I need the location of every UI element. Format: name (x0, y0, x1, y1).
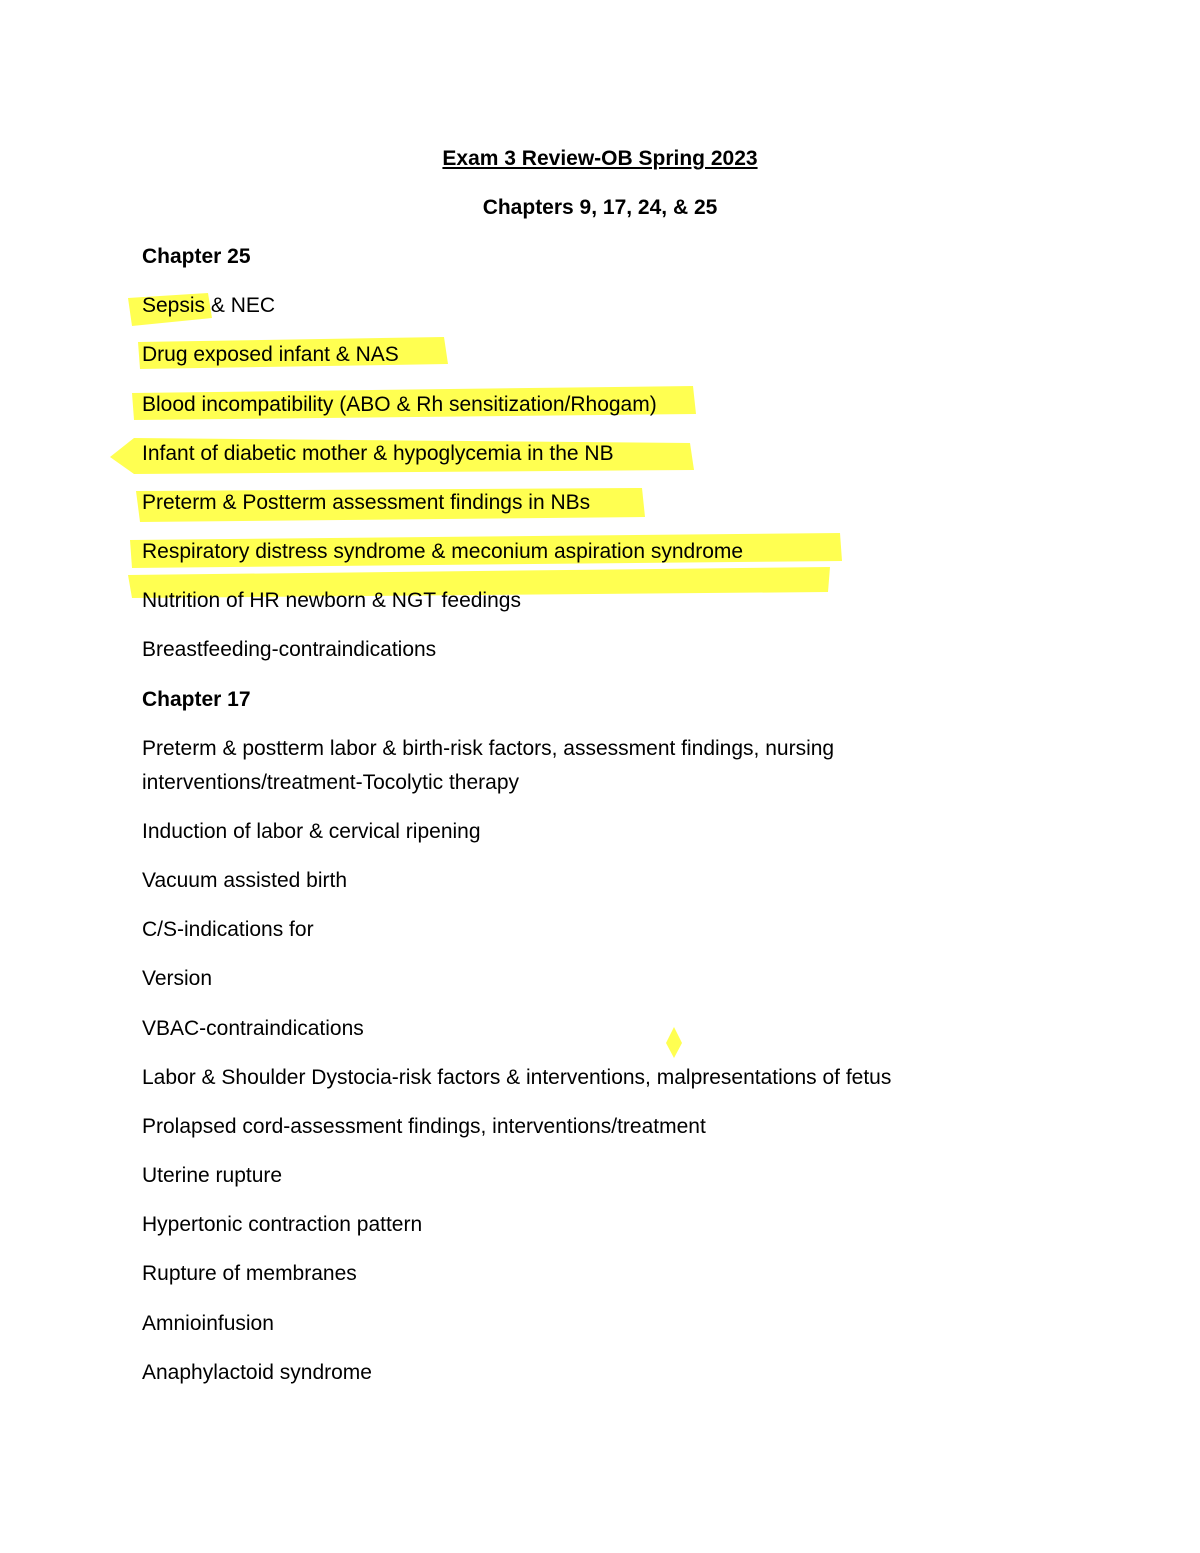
list-item: Preterm & Postterm assessment findings in NBs (142, 491, 591, 514)
list-item: Rupture of membranes (142, 1262, 357, 1285)
section-heading: Chapter 17 (142, 688, 251, 711)
list-item: Blood incompatibility (ABO & Rh sensitization/Rhogam) (142, 393, 657, 416)
list-item: Anaphylactoid syndrome (142, 1361, 372, 1384)
highlight-diamond-mark (666, 1027, 682, 1058)
document-title: Exam 3 Review-OB Spring 2023 (442, 147, 758, 170)
list-item: Amnioinfusion (142, 1312, 274, 1335)
list-item: C/S-indications for (142, 918, 314, 941)
list-item: Induction of labor & cervical ripening (142, 820, 481, 843)
list-item: Uterine rupture (142, 1164, 283, 1187)
list-item: Nutrition of HR newborn & NGT feedings (142, 589, 521, 612)
document-subtitle: Chapters 9, 17, 24, & 25 (482, 196, 718, 219)
list-item: VBAC-contraindications (142, 1017, 364, 1040)
list-item: Hypertonic contraction pattern (142, 1213, 423, 1236)
section-heading: Chapter 25 (142, 245, 251, 268)
list-item: Infant of diabetic mother & hypoglycemia in the NB (142, 442, 614, 465)
list-item: Sepsis & NEC (142, 294, 276, 317)
list-item: Prolapsed cord-assessment findings, interventions/treatment (142, 1115, 706, 1138)
list-item: Labor & Shoulder Dystocia-risk factors & interventions, malpresentations of fetus (142, 1066, 892, 1089)
list-item: Version (142, 967, 213, 990)
list-item-continuation: interventions/treatment-Tocolytic therapy (142, 771, 520, 794)
list-item: Preterm & postterm labor & birth-risk factors, assessment findings, nursing (142, 737, 835, 760)
list-item: Drug exposed infant & NAS (142, 343, 399, 366)
list-item: Breastfeeding-contraindications (142, 638, 437, 661)
list-item: Vacuum assisted birth (142, 869, 348, 892)
list-item: Respiratory distress syndrome & meconium aspiration syndrome (142, 540, 744, 563)
